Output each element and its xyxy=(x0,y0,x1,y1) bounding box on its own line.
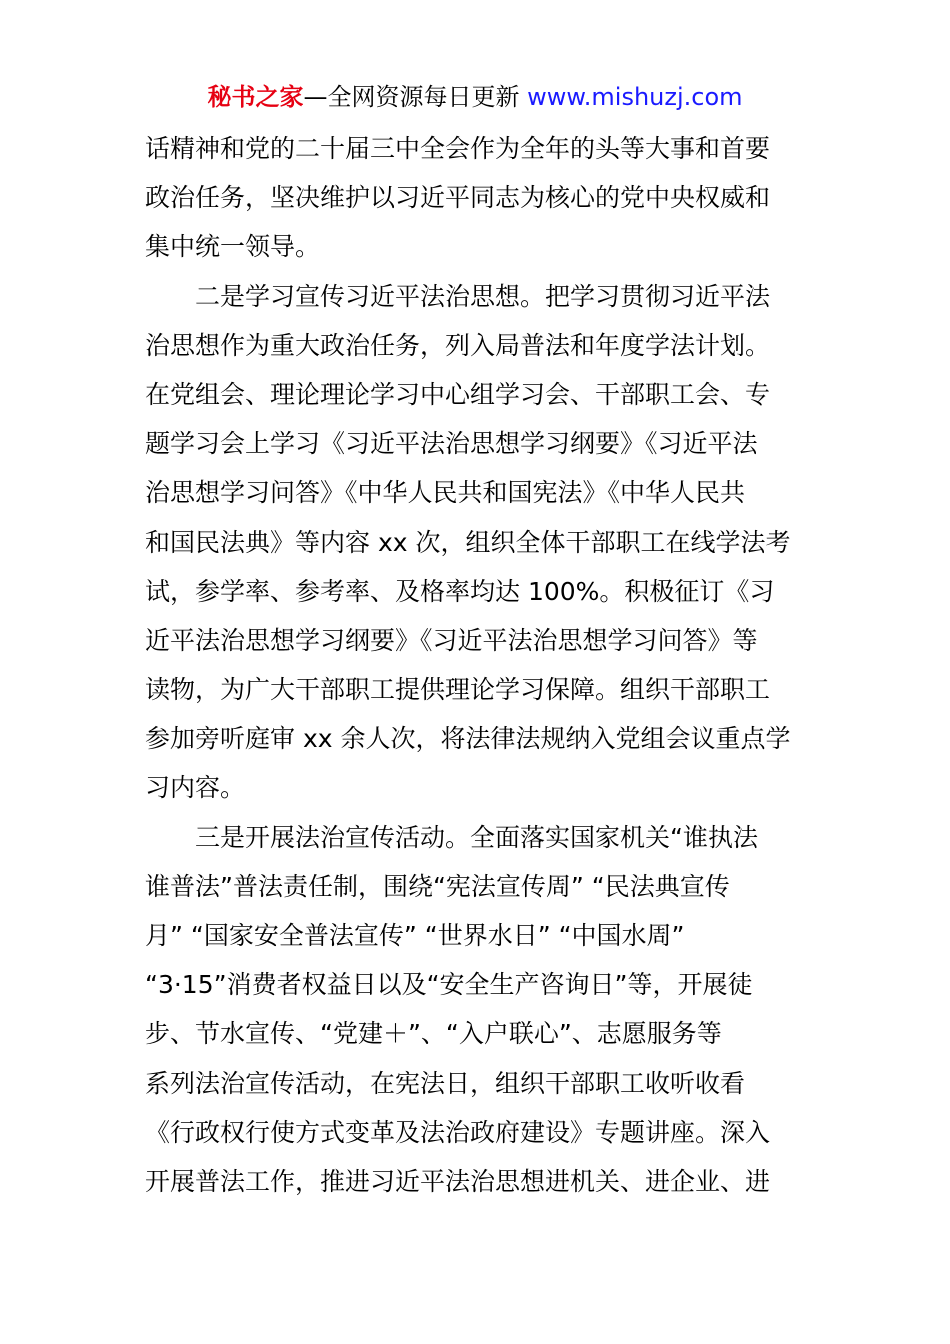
text-line: 治思想学习问答》《中华人民共和国宪法》《中华人民共 xyxy=(145,478,746,508)
text-line: 话精神和党的二十届三中全会作为全年的头等大事和首要 xyxy=(145,134,771,163)
text-line: 集中统一领导。 xyxy=(145,232,321,262)
text-line: 步、节水宣传、“党建＋”、“入户联心”、志愿服务等 xyxy=(145,1019,722,1049)
text-line: 和国民法典》等内容 xx 次，组织全体干部职工在线学法考 xyxy=(145,527,791,557)
text-line: 近平法治思想学习纲要》《习近平法治思想学习问答》等 xyxy=(145,625,758,655)
text-line: “3·15”消费者权益日以及“安全生产咨询日”等，开展徒 xyxy=(145,970,753,1000)
text-line: 月” “国家安全普法宣传” “世界水日” “中国水周” xyxy=(145,921,685,950)
site-brand: 秘书之家 xyxy=(207,83,304,111)
text-line: 开展普法工作，推进习近平法治思想进机关、进企业、进 xyxy=(145,1166,771,1196)
text-line: 系列法治宣传活动，在宪法日，组织干部职工收听收看 xyxy=(145,1068,746,1098)
text-line: 政治任务，坚决维护以习近平同志为核心的党中央权威和 xyxy=(145,183,771,213)
text-line: 《行政权行使方式变革及法治政府建设》专题讲座。深入 xyxy=(145,1117,771,1147)
site-tagline: —全网资源每日更新 xyxy=(303,83,520,111)
site-header xyxy=(0,80,950,114)
text-line: 谁普法”普法责任制，围绕“宪法宣传周” “民法典宣传 xyxy=(145,871,730,901)
text-line: 试，参学率、参考率、及格率均达 100%。积极征订《习 xyxy=(145,576,775,606)
text-line: 参加旁听庭审 xx 余人次，将法律法规纳入党组会议重点学 xyxy=(145,724,791,754)
text-line: 治思想作为重大政治任务，列入局普法和年度学法计划。 xyxy=(145,330,771,360)
document-body xyxy=(145,124,809,1206)
paragraph-start-line: 三是开展法治宣传活动。全面落实国家机关“谁执法 xyxy=(195,822,758,852)
paragraph-start-line: 二是学习宣传习近平法治思想。把学习贯彻习近平法 xyxy=(195,281,771,311)
site-url[interactable]: www.mishuzj.com xyxy=(527,83,743,111)
text-line: 习内容。 xyxy=(145,773,246,803)
text-line: 在党组会、理论理论学习中心组学习会、干部职工会、专 xyxy=(145,379,771,409)
text-line: 读物，为广大干部职工提供理论学习保障。组织干部职工 xyxy=(145,675,771,705)
text-line: 题学习会上学习《习近平法治思想学习纲要》《习近平法 xyxy=(145,429,758,459)
